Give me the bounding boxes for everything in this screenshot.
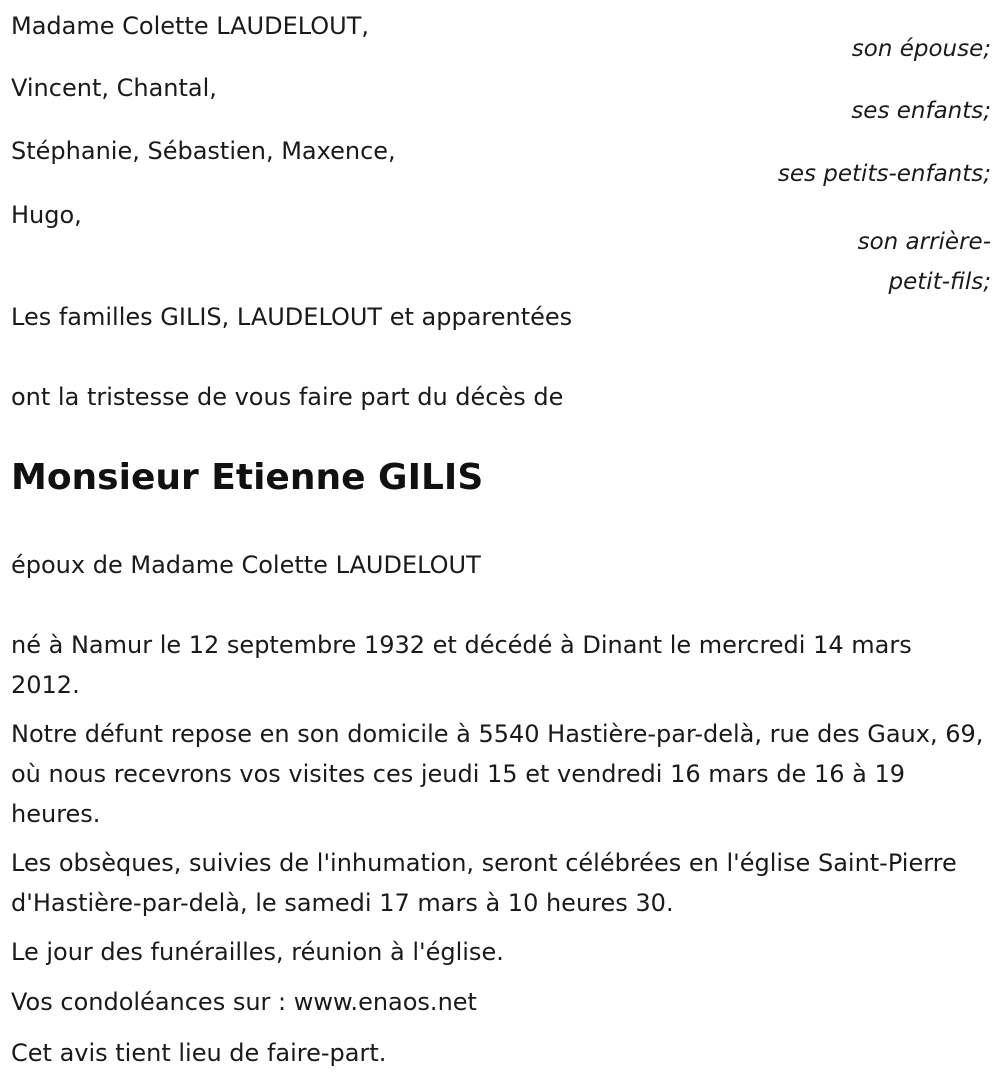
deceased-name: Monsieur Etienne GILIS [11, 457, 484, 498]
funeral-paragraph: Les obsèques, suivies de l'inhumation, seront célébrées en l'église Saint-Pierre d'Hastière-par-delà, le samedi 17 mars à 10 heures 30. [11, 849, 957, 917]
family-row-grandchildren [11, 136, 991, 187]
family-names: Hugo, [11, 201, 82, 229]
family-role: ses petits-enfants; [777, 161, 991, 187]
family-role: son arrière-petit-fils; [857, 229, 991, 295]
family-role: ses enfants; [851, 98, 991, 124]
birth-death-paragraph: né à Namur le 12 septembre 1932 et décédé à Dinant le mercredi 14 mars 2012. [11, 631, 912, 699]
family-row-children [11, 73, 991, 124]
funeral-day-paragraph: Le jour des funérailles, réunion à l'église. [11, 938, 504, 966]
family-row-spouse [11, 11, 991, 62]
family-role: son épouse; [851, 36, 991, 62]
visitation-paragraph: Notre défunt repose en son domicile à 5540 Hastière-par-delà, rue des Gaux, 69, où nous recevrons vos visites ces jeudi 15 et vendredi 16 mars de 16 à 19 heures. [11, 720, 984, 828]
spouse-line: époux de Madame Colette LAUDELOUT [11, 551, 481, 579]
notice-paragraph: Cet avis tient lieu de faire-part. [11, 1039, 387, 1067]
condolences-paragraph: Vos condoléances sur : www.enaos.net [11, 988, 477, 1016]
family-names: Madame Colette LAUDELOUT, [11, 12, 370, 40]
family-row-great-grandchild [11, 200, 991, 295]
family-names: Vincent, Chantal, [11, 74, 217, 102]
announcement-line: ont la tristesse de vous faire part du décès de [11, 383, 564, 411]
family-names: Stéphanie, Sébastien, Maxence, [11, 137, 396, 165]
families-line: Les familles GILIS, LAUDELOUT et apparentées [11, 303, 573, 331]
